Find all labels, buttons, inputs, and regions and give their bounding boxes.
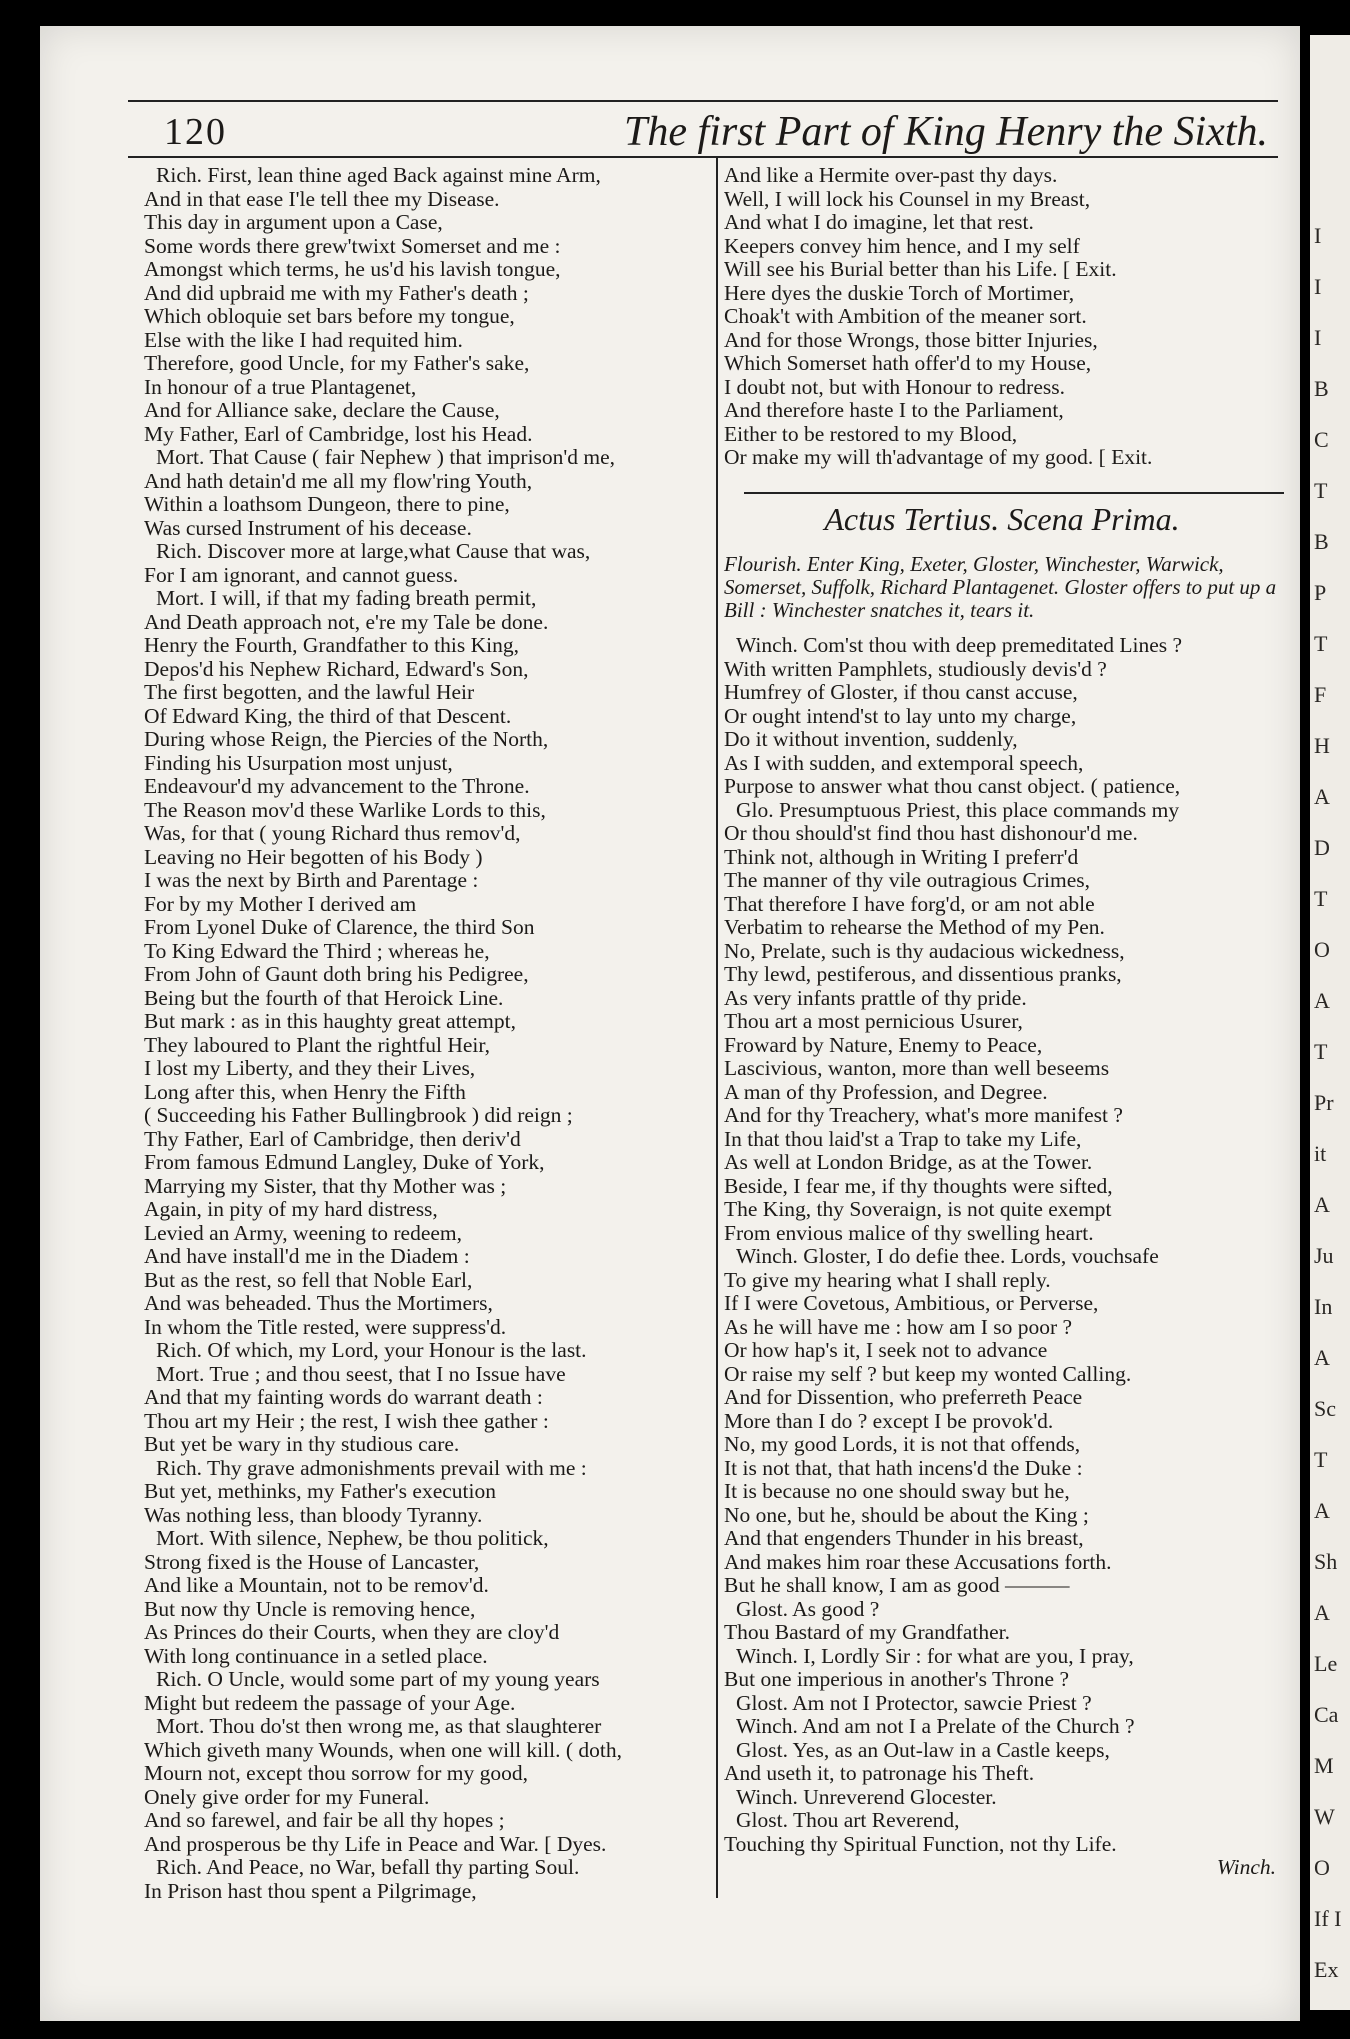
text-line: Glo. Presumptuous Priest, this place commands my — [736, 797, 1180, 822]
text-line: And have install'd me in the Diadem : — [144, 1244, 470, 1268]
text-line: Mourn not, except thou sorrow for my good, — [144, 1761, 528, 1785]
text-line: The Reason mov'd these Warlike Lords to this, — [144, 797, 546, 822]
text-line: And useth it, to patronage his Theft. — [724, 1761, 1035, 1785]
next-page-fragment: W — [1314, 1804, 1335, 1829]
next-page-fragment: B — [1314, 529, 1329, 554]
text-line: That therefore I have forg'd, or am not able — [724, 891, 1095, 916]
text-line: If I were Covetous, Ambitious, or Perverse, — [724, 1291, 1099, 1315]
next-page-edge — [1310, 35, 1350, 2010]
text-line: My Father, Earl of Cambridge, lost his Head. — [144, 421, 533, 446]
text-line: In honour of a true Plantagenet, — [144, 374, 417, 399]
text-line: Mort. True ; and thou seest, that I no Issue have — [156, 1361, 566, 1386]
text-line: Which Somerset hath offer'd to my House, — [724, 351, 1092, 375]
left-column — [144, 164, 709, 1903]
text-line: Rich. Of which, my Lord, your Honour is the last. — [156, 1338, 587, 1362]
text-line: Long after this, when Henry the Fifth — [144, 1079, 466, 1104]
header-top-rule — [128, 100, 1278, 102]
next-page-fragment: Le — [1314, 1651, 1338, 1676]
next-page-fragment: T — [1314, 478, 1328, 503]
text-line: And that my fainting words do warrant death : — [144, 1385, 543, 1409]
text-line: Thou Bastard of my Grandfather. — [724, 1620, 1010, 1644]
text-line: Levied an Army, weening to redeem, — [144, 1220, 463, 1245]
text-line: Verbatim to rehearse the Method of my Pen. — [724, 915, 1105, 939]
text-line: To give my hearing what I shall reply. — [724, 1267, 1051, 1292]
text-line: But mark : as in this haughty great attempt, — [144, 1009, 516, 1033]
text-line: Beside, I fear me, if thy thoughts were sifted, — [724, 1173, 1113, 1198]
text-line: And like a Mountain, not to be remov'd. — [144, 1573, 489, 1597]
text-line: And hath detain'd me all my flow'ring Youth, — [144, 468, 533, 493]
text-line: As well at London Bridge, as at the Tower. — [724, 1150, 1093, 1174]
text-line: Here dyes the duskie Torch of Mortimer, — [724, 280, 1075, 305]
text-line: And for those Wrongs, those bitter Injuries, — [724, 327, 1098, 352]
next-page-fragment: If I — [1314, 1906, 1342, 1931]
next-page-fragment: D — [1314, 835, 1330, 860]
text-line: Either to be restored to my Blood, — [724, 421, 1018, 446]
text-line: They laboured to Plant the rightful Heir, — [144, 1032, 491, 1057]
text-line: No one, but he, should be about the King ; — [724, 1502, 1089, 1527]
text-line: Some words there grew'twixt Somerset and me : — [144, 233, 561, 258]
text-line: As he will have me : how am I so poor ? — [724, 1314, 1073, 1339]
text-line: And prosperous be thy Life in Peace and War. [ Dyes. — [144, 1831, 607, 1856]
next-page-fragment: Pr — [1314, 1090, 1334, 1115]
stage-direction: Flourish. Enter King, Exeter, Gloster, Winchester, Warwick, Somerset, Suffolk, Richard Plantagenet. Gloster offers to put up a Bill : Winchester snatches it, tears it. — [724, 552, 1277, 622]
text-line: More than I do ? except I be provok'd. — [724, 1408, 1054, 1433]
next-page-fragment: A — [1314, 988, 1330, 1013]
text-line: Thy Father, Earl of Cambridge, then deriv'd — [144, 1126, 521, 1151]
text-line: Within a loathsom Dungeon, there to pine, — [144, 492, 510, 516]
text-line: No, my good Lords, it is not that offends, — [724, 1432, 1081, 1456]
text-line: Mort. That Cause ( fair Nephew ) that imprison'd me, — [156, 445, 616, 469]
next-page-fragment: A — [1314, 1498, 1330, 1523]
text-line: Or thou should'st find thou hast dishonour'd me. — [724, 821, 1138, 845]
text-line: And in that ease I'le tell thee my Disease. — [144, 186, 500, 211]
text-line: Glost. Thou art Reverend, — [736, 1808, 960, 1832]
text-line: This day in argument upon a Case, — [144, 210, 443, 234]
text-line: Marrying my Sister, that thy Mother was ; — [144, 1173, 507, 1198]
next-page-fragment: B — [1314, 376, 1329, 401]
next-page-fragment: I — [1314, 274, 1322, 299]
text-line: Glost. Am not I Protector, sawcie Priest ? — [736, 1690, 1092, 1715]
text-line: During whose Reign, the Piercies of the North, — [144, 727, 549, 751]
text-line: With written Pamphlets, studiously devis'd ? — [724, 656, 1107, 681]
scene-divider-rule — [744, 492, 1284, 494]
text-line: From Lyonel Duke of Clarence, the third Son — [144, 915, 535, 939]
text-line: Winch. And am not I a Prelate of the Church ? — [736, 1714, 1135, 1738]
text-line: Finding his Usurpation most unjust, — [144, 750, 453, 775]
text-line: Purpose to answer what thou canst object. ( patience, — [724, 774, 1181, 798]
text-line: Onely give order for my Funeral. — [144, 1784, 430, 1809]
text-line: Of Edward King, the third of that Descent. — [144, 703, 512, 728]
text-line: But one imperious in another's Throne ? — [724, 1667, 1070, 1691]
text-line: Rich. First, lean thine aged Back against mine Arm, — [156, 163, 601, 187]
text-line: Winch. Gloster, I do defie thee. Lords, vouchsafe — [736, 1244, 1159, 1268]
text-line: Was, for that ( young Richard thus remov'd, — [144, 821, 521, 845]
text-line: And like a Hermite over-past thy days. — [724, 163, 1058, 187]
text-line: And did upbraid me with my Father's death ; — [144, 280, 529, 305]
text-line: Was cursed Instrument of his decease. — [144, 515, 472, 540]
text-line: Winch. Unreverend Glocester. — [736, 1784, 997, 1809]
right-column — [724, 164, 1280, 1880]
next-page-fragment: Ca — [1314, 1702, 1339, 1727]
next-page-fragment: H — [1314, 733, 1330, 758]
next-page-fragment: it — [1314, 1141, 1327, 1166]
text-line: From famous Edmund Langley, Duke of York, — [144, 1150, 545, 1174]
text-line: Mort. Thou do'st then wrong me, as that slaughterer — [156, 1714, 602, 1738]
text-line: ( Succeeding his Father Bullingbrook ) did reign ; — [144, 1103, 573, 1127]
text-line: Rich. Thy grave admonishments prevail with me : — [156, 1455, 587, 1480]
text-line: In whom the Title rested, were suppress'd. — [144, 1314, 507, 1339]
text-line: For I am ignorant, and cannot guess. — [144, 562, 459, 587]
text-line: And therefore haste I to the Parliament, — [724, 398, 1064, 422]
right-column-bottom-text — [724, 634, 1280, 1856]
text-line: Well, I will lock his Counsel in my Breast, — [724, 186, 1091, 211]
next-page-fragment: Ex — [1314, 1957, 1339, 1982]
text-line: Humfrey of Gloster, if thou canst accuse, — [724, 680, 1078, 704]
text-line: The King, thy Soveraign, is not quite exempt — [724, 1197, 1112, 1221]
text-line: Being but the fourth of that Heroick Line. — [144, 985, 504, 1010]
text-line: Thou art my Heir ; the rest, I wish thee gather : — [144, 1408, 549, 1433]
next-page-fragment: Ju — [1314, 1243, 1334, 1268]
text-line: Or raise my self ? but keep my wonted Calling. — [724, 1361, 1132, 1386]
text-line: Will see his Burial better than his Life. [ Exit. — [724, 257, 1117, 281]
text-line: Think not, although in Writing I preferr'd — [724, 844, 1079, 869]
next-page-fragment: T — [1314, 631, 1328, 656]
text-line: Lascivious, wanton, more than well beseems — [724, 1056, 1110, 1080]
text-line: Again, in pity of my hard distress, — [144, 1197, 438, 1221]
text-line: Mort. With silence, Nephew, be thou politick, — [156, 1526, 549, 1550]
text-line: Or make my will th'advantage of my good. [ Exit. — [724, 445, 1153, 469]
text-line: And so farewel, and fair be all thy hopes ; — [144, 1808, 505, 1832]
next-page-fragment: T — [1314, 1039, 1328, 1064]
text-line: And was beheaded. Thus the Mortimers, — [144, 1291, 493, 1315]
text-line: Do it without invention, suddenly, — [724, 727, 1018, 751]
text-line: But as the rest, so fell that Noble Earl, — [144, 1267, 473, 1292]
right-column-top-text — [724, 164, 1280, 470]
text-line: In Prison hast thou spent a Pilgrimage, — [144, 1878, 477, 1903]
text-line: Froward by Nature, Enemy to Peace, — [724, 1032, 1043, 1057]
text-line: And that engenders Thunder in his breast, — [724, 1526, 1084, 1550]
text-line: To King Edward the Third ; whereas he, — [144, 938, 490, 963]
text-line: Might but redeem the passage of your Age. — [144, 1690, 516, 1715]
text-line: But yet, methinks, my Father's execution — [144, 1479, 496, 1503]
text-line: In that thou laid'st a Trap to take my Life, — [724, 1126, 1082, 1151]
text-line: Glost. Yes, as an Out-law in a Castle keeps, — [736, 1737, 1110, 1762]
text-line: Mort. I will, if that my fading breath permit, — [156, 586, 537, 610]
text-line: It is not that, that hath incens'd the Duke : — [724, 1455, 1083, 1480]
text-line: Henry the Fourth, Grandfather to this King, — [144, 633, 519, 657]
text-line: Thy lewd, pestiferous, and dissentious pranks, — [724, 962, 1122, 986]
text-line: Or how hap's it, I seek not to advance — [724, 1338, 1048, 1362]
next-page-fragment: A — [1314, 784, 1330, 809]
next-page-fragment: M — [1314, 1753, 1334, 1778]
text-line: Rich. And Peace, no War, befall thy parting Soul. — [156, 1855, 580, 1879]
next-page-fragment: O — [1314, 1855, 1330, 1880]
running-title: The first Part of King Henry the Sixth. — [624, 109, 1268, 155]
text-line: Else with the like I had requited him. — [144, 327, 463, 352]
text-line: From envious malice of thy swelling heart. — [724, 1220, 1094, 1245]
text-line: And Death approach not, e're my Tale be done. — [144, 609, 549, 634]
text-line: Winch. I, Lordly Sir : for what are you, I pray, — [736, 1643, 1134, 1668]
next-page-fragment: I — [1314, 223, 1322, 248]
column-divider — [716, 158, 718, 1898]
text-line: The first begotten, and the lawful Heir — [144, 680, 475, 704]
next-page-fragment: Sc — [1314, 1396, 1336, 1421]
text-line: I doubt not, but with Honour to redress. — [724, 374, 1065, 399]
text-line: Winch. Com'st thou with deep premeditated Lines ? — [736, 633, 1183, 657]
text-line: And for thy Treachery, what's more manifest ? — [724, 1103, 1123, 1127]
text-line: As Princes do their Courts, when they are cloy'd — [144, 1620, 560, 1644]
next-page-fragment: A — [1314, 1192, 1330, 1217]
next-page-fragment: A — [1314, 1600, 1330, 1625]
text-line: I lost my Liberty, and they their Lives, — [144, 1056, 476, 1080]
text-line: The manner of thy vile outragious Crimes, — [724, 868, 1091, 892]
next-page-fragment: P — [1314, 580, 1327, 605]
text-line: With long continuance in a setled place. — [144, 1643, 488, 1668]
text-line: And for Alliance sake, declare the Cause, — [144, 398, 500, 422]
next-page-fragment: T — [1314, 1447, 1328, 1472]
text-line: Rich. O Uncle, would some part of my young years — [156, 1667, 600, 1691]
text-line: No, Prelate, such is thy audacious wickedness, — [724, 938, 1125, 963]
text-line: Depos'd his Nephew Richard, Edward's Son, — [144, 656, 529, 681]
text-line: Touching thy Spiritual Function, not thy Life. — [724, 1831, 1117, 1856]
scene-heading: Actus Tertius. Scena Prima. — [824, 500, 1180, 537]
text-line: But now thy Uncle is removing hence, — [144, 1596, 476, 1621]
text-line: Therefore, good Uncle, for my Father's sake, — [144, 351, 530, 375]
next-page-fragment: I — [1314, 325, 1322, 350]
text-line: I was the next by Birth and Parentage : — [144, 868, 479, 892]
text-line: Was nothing less, than bloody Tyranny. — [144, 1502, 483, 1527]
text-line: But he shall know, I am as good ——— — [724, 1573, 1070, 1597]
text-line: And for Dissention, who preferreth Peace — [724, 1385, 1083, 1409]
text-line: Endeavour'd my advancement to the Throne. — [144, 774, 530, 798]
text-line: Glost. As good ? — [736, 1596, 880, 1621]
next-page-fragment: C — [1314, 427, 1329, 452]
text-line: And makes him roar these Accusations forth. — [724, 1549, 1112, 1574]
text-line: For by my Mother I derived am — [144, 891, 417, 916]
next-page-fragment: In — [1314, 1294, 1333, 1319]
header-bottom-rule — [128, 156, 1278, 158]
text-line: Which giveth many Wounds, when one will kill. ( doth, — [144, 1737, 622, 1762]
text-line: And what I do imagine, let that rest. — [724, 210, 1034, 234]
next-page-fragment: T — [1314, 886, 1328, 911]
next-page-fragment: Sh — [1314, 1549, 1338, 1574]
text-line: Amongst which terms, he us'd his lavish tongue, — [144, 257, 561, 281]
text-line: From John of Gaunt doth bring his Pedigree, — [144, 962, 529, 986]
text-line: As I with sudden, and extemporal speech, — [724, 750, 1084, 775]
text-line: Keepers convey him hence, and I my self — [724, 233, 1080, 258]
text-line: It is because no one should sway but he, — [724, 1479, 1070, 1503]
catchword: Winch. — [1216, 1855, 1276, 1879]
text-line: Choak't with Ambition of the meaner sort. — [724, 304, 1087, 328]
text-line: Thou art a most pernicious Usurer, — [724, 1009, 1023, 1033]
text-line: As very infants prattle of thy pride. — [724, 985, 1027, 1010]
next-page-fragment: A — [1314, 1345, 1330, 1370]
text-line: Or ought intend'st to lay unto my charge, — [724, 703, 1077, 728]
text-line: Strong fixed is the House of Lancaster, — [144, 1549, 480, 1574]
text-line: But yet be wary in thy studious care. — [144, 1432, 460, 1456]
next-page-fragment: F — [1314, 682, 1327, 707]
page-header — [128, 100, 1278, 158]
next-page-fragment: O — [1314, 937, 1330, 962]
text-line: Leaving no Heir begotten of his Body ) — [144, 844, 483, 869]
page-number: 120 — [164, 111, 227, 153]
text-line: Rich. Discover more at large,what Cause that was, — [156, 539, 591, 563]
text-line: Which obloquie set bars before my tongue, — [144, 304, 515, 328]
text-line: A man of thy Profession, and Degree. — [724, 1079, 1048, 1104]
